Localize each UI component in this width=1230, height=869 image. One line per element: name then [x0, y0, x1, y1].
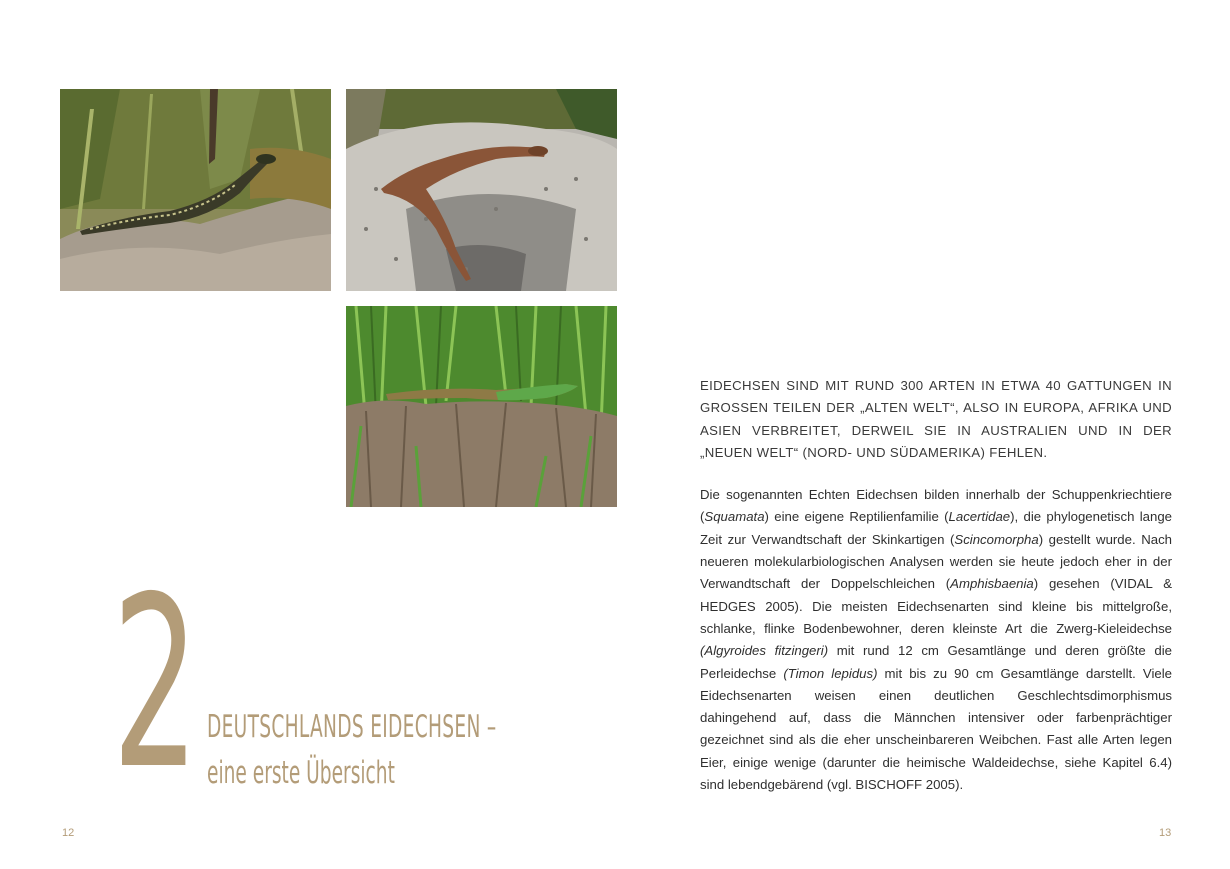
taxon-name: (Algyroides fitzingeri): [700, 643, 829, 659]
body-text-segment: ) gesehen (VIDAL & HEDGES 2005). Die meisten Eidechsenarten sind kleine bis mittelgroße, schlanke, flinke Bodenbewohner, deren kleinste Art die Zwerg-Kieleidechse: [700, 576, 1172, 636]
text-column: [700, 375, 1172, 796]
lizard-on-granite-photo: [346, 89, 617, 291]
lead-paragraph: EIDECHSEN SIND MIT RUND 300 ARTEN IN ETWA 40 GATTUNGEN IN GROSSEN TEILEN DER „ALTEN WELT“, ALSO IN EUROPA, AFRIKA UND ASIEN VERBREITET, DERWEIL SIE IN AUSTRALIEN UND IN DER „NEUEN WELT“ (NORD- UND SÜDAMERIKA) FEHLEN.: [700, 378, 1172, 460]
page-number-left: 12: [62, 827, 75, 839]
chapter-title: DEUTSCHLANDS EIDECHSEN –: [207, 709, 497, 745]
body-text-segment: mit bis zu 90 cm Gesamtlänge darstellt. Viele Eidechsenarten weisen einen deutlichen Geschlechtsdimorphismus dahingehend auf, dass die Männchen intensiver oder farbenprächtiger gezeichnet sind als die eher unscheinbareren Weibchen. Fast alle Arten legen Eier, einige wenige (darunter die heimische Waldeidechse, siehe Kapitel 6.4) sind lebendgebärend (vgl. BISCHOFF 2005).: [700, 665, 1172, 793]
taxon-name: Lacertidae: [948, 509, 1011, 525]
body-text-segment: mit rund 12 cm Gesamtlänge und deren größte die Perleidechse: [700, 643, 1173, 681]
body-text-segment: Die sogenannten Echten Eidechsen bilden innerhalb der Schuppenkriechtiere (: [700, 487, 1172, 525]
taxon-name: (Timon lepidus): [783, 665, 878, 681]
chapter-number: 2: [112, 546, 197, 821]
taxon-name: Scincomorpha: [954, 531, 1039, 547]
chapter-subtitle: eine erste Übersicht: [207, 755, 395, 791]
taxon-name: Amphisbaenia: [950, 576, 1034, 592]
green-lizard-on-stump-photo: [346, 306, 617, 507]
taxon-name: Squamata: [704, 509, 765, 525]
lizard-on-rock-photo: [60, 89, 331, 291]
body-text-segment: ), die phylogenetisch lange Zeit zur Verwandtschaft der Skinkartigen (: [700, 509, 1172, 547]
body-text-segment: ) gestellt wurde. Nach neueren molekularbiologischen Analysen werden sie heute jedoch eher in der Verwandtschaft der Doppelschleichen (: [700, 531, 1172, 592]
body-paragraph: [700, 484, 1172, 796]
body-text-segment: ) eine eigene Reptilienfamilie (: [764, 509, 949, 525]
page-number-right: 13: [1159, 827, 1172, 839]
